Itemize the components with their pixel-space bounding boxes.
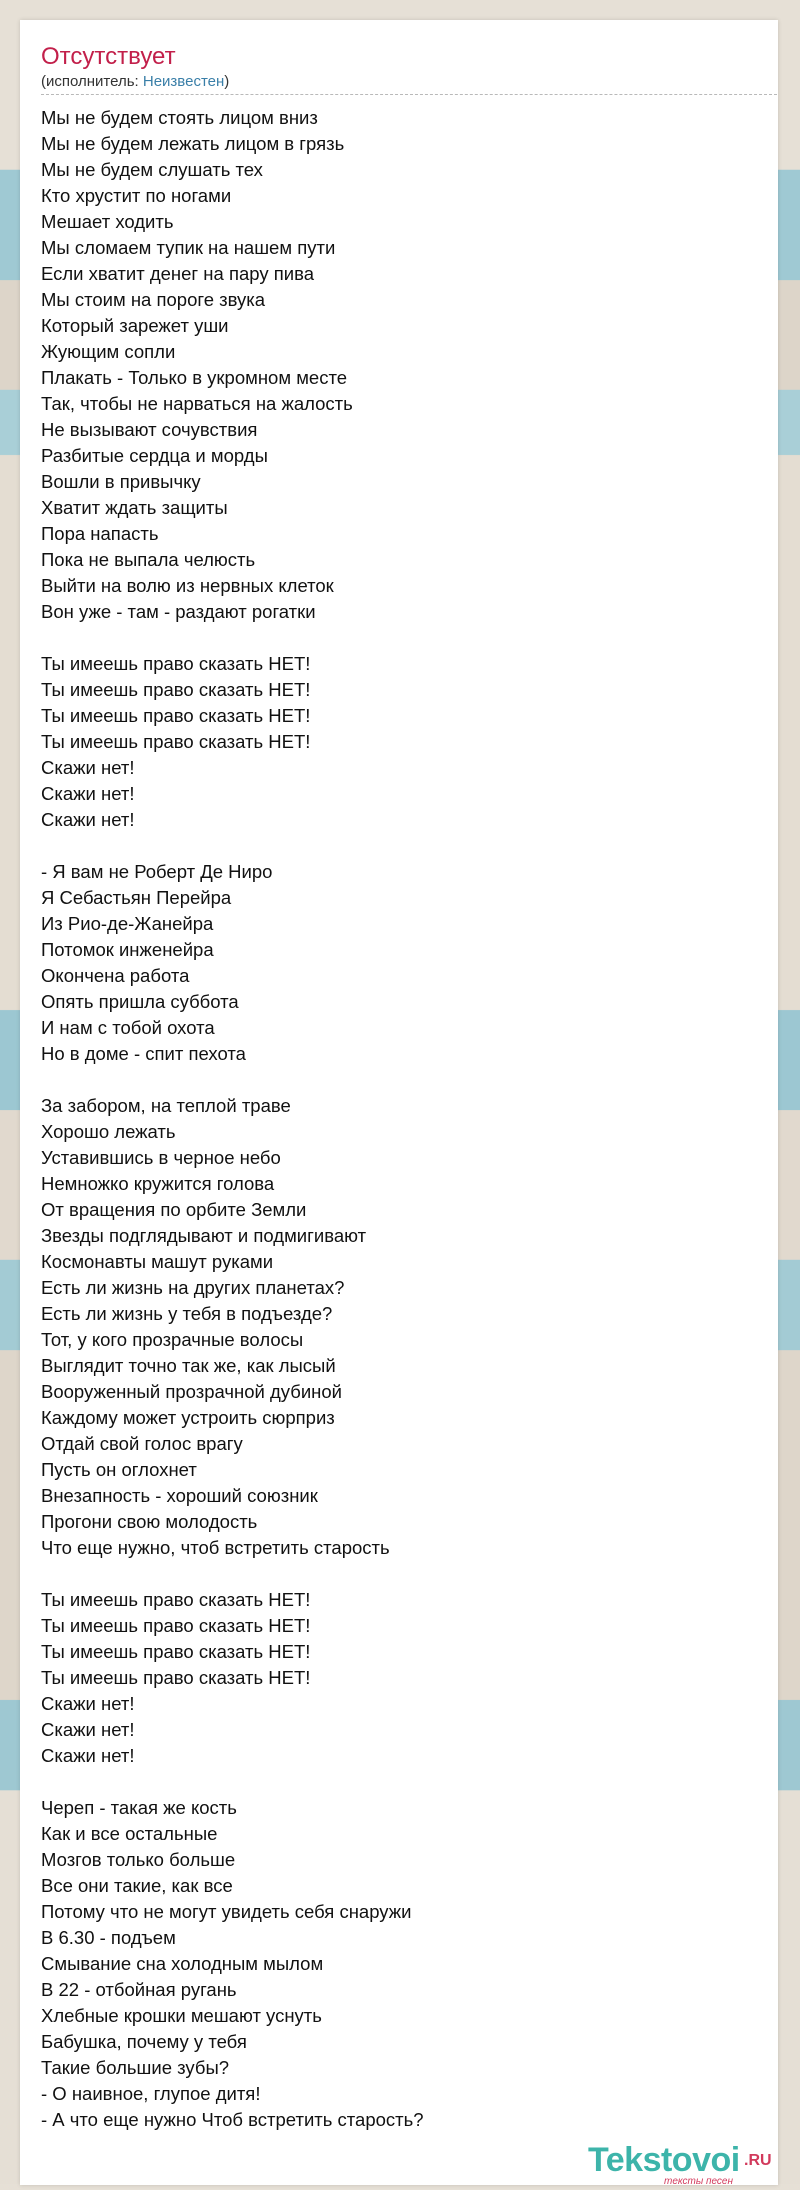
lyric-line: Есть ли жизнь на других планетах?	[41, 1277, 345, 1298]
lyric-line: Все они такие, как все	[41, 1875, 233, 1896]
stanza-break	[41, 625, 761, 651]
lyric-line: За забором, на теплой траве	[41, 1095, 291, 1116]
lyric-line: Каждому может устроить сюрприз	[41, 1407, 335, 1428]
lyric-line: Скажи нет!	[41, 1745, 135, 1766]
lyric-line: В 22 - отбойная ругань	[41, 1979, 237, 2000]
lyric-line: Ты имеешь право сказать НЕТ!	[41, 1641, 311, 1662]
stanza-break	[41, 1769, 761, 1795]
lyric-line: Мы не будем слушать тех	[41, 159, 263, 180]
artist-suffix: )	[224, 73, 230, 90]
lyric-line: Из Рио-де-Жанейра	[41, 913, 214, 934]
lyric-line: Внезапность - хороший союзник	[41, 1485, 318, 1506]
artist-line	[41, 73, 229, 91]
lyric-line: От вращения по орбите Земли	[41, 1199, 307, 1220]
lyric-line: Ты имеешь право сказать НЕТ!	[41, 1667, 311, 1688]
lyric-line: Мы не будем лежать лицом в грязь	[41, 133, 345, 154]
lyric-line: Кто хрустит по ногами	[41, 185, 232, 206]
lyric-line: Ты имеешь право сказать НЕТ!	[41, 731, 311, 752]
lyric-line: Ты имеешь право сказать НЕТ!	[41, 653, 311, 674]
lyric-line: Выглядит точно так же, как лысый	[41, 1355, 336, 1376]
lyric-line: Пора напасть	[41, 523, 159, 544]
lyric-line: Мы не будем стоять лицом вниз	[41, 107, 318, 128]
lyric-line: Опять пришла суббота	[41, 991, 239, 1012]
song-title: Отсутствует	[41, 43, 176, 70]
lyric-line: Потомок инженейра	[41, 939, 214, 960]
lyrics-card	[20, 20, 778, 2185]
lyric-line: - Я вам не Роберт Де Ниро	[41, 861, 273, 882]
lyric-line: Отдай свой голос врагу	[41, 1433, 243, 1454]
lyric-line: Звезды подглядывают и подмигивают	[41, 1225, 367, 1246]
lyric-line: Скажи нет!	[41, 783, 135, 804]
lyric-line: Череп - такая же кость	[41, 1797, 237, 1818]
logo-wordmark: Tekstovoi	[588, 2141, 740, 2179]
lyric-line: Тот, у кого прозрачные волосы	[41, 1329, 304, 1350]
lyric-line: Разбитые сердца и морды	[41, 445, 268, 466]
lyric-line: - О наивное, глупое дитя!	[41, 2083, 261, 2104]
lyric-line: Скажи нет!	[41, 1693, 135, 1714]
lyric-line: Не вызывают сочувствия	[41, 419, 258, 440]
artist-link[interactable]: Неизвестен	[142, 73, 225, 90]
lyric-line: Мы сломаем тупик на нашем пути	[41, 237, 336, 258]
lyric-line: Жующим сопли	[41, 341, 176, 362]
lyric-line: Космонавты машут руками	[41, 1251, 274, 1272]
lyric-line: Я Себастьян Перейра	[41, 887, 232, 908]
lyric-line: И нам с тобой охота	[41, 1017, 215, 1038]
lyric-line: Как и все остальные	[41, 1823, 218, 1844]
lyric-line: Скажи нет!	[41, 757, 135, 778]
lyric-line: Который зарежет уши	[41, 315, 229, 336]
lyric-line: Ты имеешь право сказать НЕТ!	[41, 705, 311, 726]
tekstovoi-logo[interactable]	[568, 2140, 788, 2190]
lyric-line: Пока не выпала челюсть	[41, 549, 256, 570]
lyric-line: Но в доме - спит пехота	[41, 1043, 246, 1064]
lyric-line: Такие большие зубы?	[41, 2057, 230, 2078]
lyric-line: Пусть он оглохнет	[41, 1459, 197, 1480]
stanza-break	[41, 1561, 761, 1587]
lyric-line: Если хватит денег на пару пива	[41, 263, 314, 284]
lyric-line: Вошли в привычку	[41, 471, 201, 492]
lyric-line: Ты имеешь право сказать НЕТ!	[41, 1589, 311, 1610]
lyric-line: Потому что не могут увидеть себя снаружи	[41, 1901, 412, 1922]
lyric-line: Вооруженный прозрачной дубиной	[41, 1381, 343, 1402]
lyric-line: Мешает ходить	[41, 211, 174, 232]
lyric-line: Есть ли жизнь у тебя в подъезде?	[41, 1303, 333, 1324]
lyric-line: В 6.30 - подъем	[41, 1927, 176, 1948]
lyric-line: Уставившись в черное небо	[41, 1147, 281, 1168]
lyric-line: Выйти на волю из нервных клеток	[41, 575, 334, 596]
logo-domain: .RU	[744, 2152, 772, 2169]
artist-prefix: (исполнитель:	[41, 73, 143, 90]
lyric-line: - А что еще нужно Чтоб встретить старость?	[41, 2109, 424, 2130]
lyric-line: Окончена работа	[41, 965, 190, 986]
lyric-line: Мозгов только больше	[41, 1849, 236, 1870]
lyric-line: Мы стоим на пороге звука	[41, 289, 266, 310]
lyric-line: Хорошо лежать	[41, 1121, 176, 1142]
lyric-line: Скажи нет!	[41, 1719, 135, 1740]
lyric-line: Немножко кружится голова	[41, 1173, 275, 1194]
logo-tagline: тексты песен	[664, 2176, 733, 2187]
lyric-line: Хлебные крошки мешают уснуть	[41, 2005, 322, 2026]
lyric-line: Ты имеешь право сказать НЕТ!	[41, 679, 311, 700]
lyric-line: Прогони свою молодость	[41, 1511, 258, 1532]
lyric-line: Ты имеешь право сказать НЕТ!	[41, 1615, 311, 1636]
stanza-break	[41, 833, 761, 859]
dashed-divider	[41, 94, 777, 95]
lyric-line: Что еще нужно, чтоб встретить старость	[41, 1537, 390, 1558]
lyric-line: Бабушка, почему у тебя	[41, 2031, 247, 2052]
lyric-line: Смывание сна холодным мылом	[41, 1953, 324, 1974]
lyric-line: Плакать - Только в укромном месте	[41, 367, 347, 388]
lyric-line: Скажи нет!	[41, 809, 135, 830]
lyric-line: Хватит ждать защиты	[41, 497, 228, 518]
stanza-break	[41, 1067, 761, 1093]
lyrics-text	[41, 105, 761, 2133]
lyric-line: Вон уже - там - раздают рогатки	[41, 601, 316, 622]
lyric-line: Так, чтобы не нарваться на жалость	[41, 393, 353, 414]
